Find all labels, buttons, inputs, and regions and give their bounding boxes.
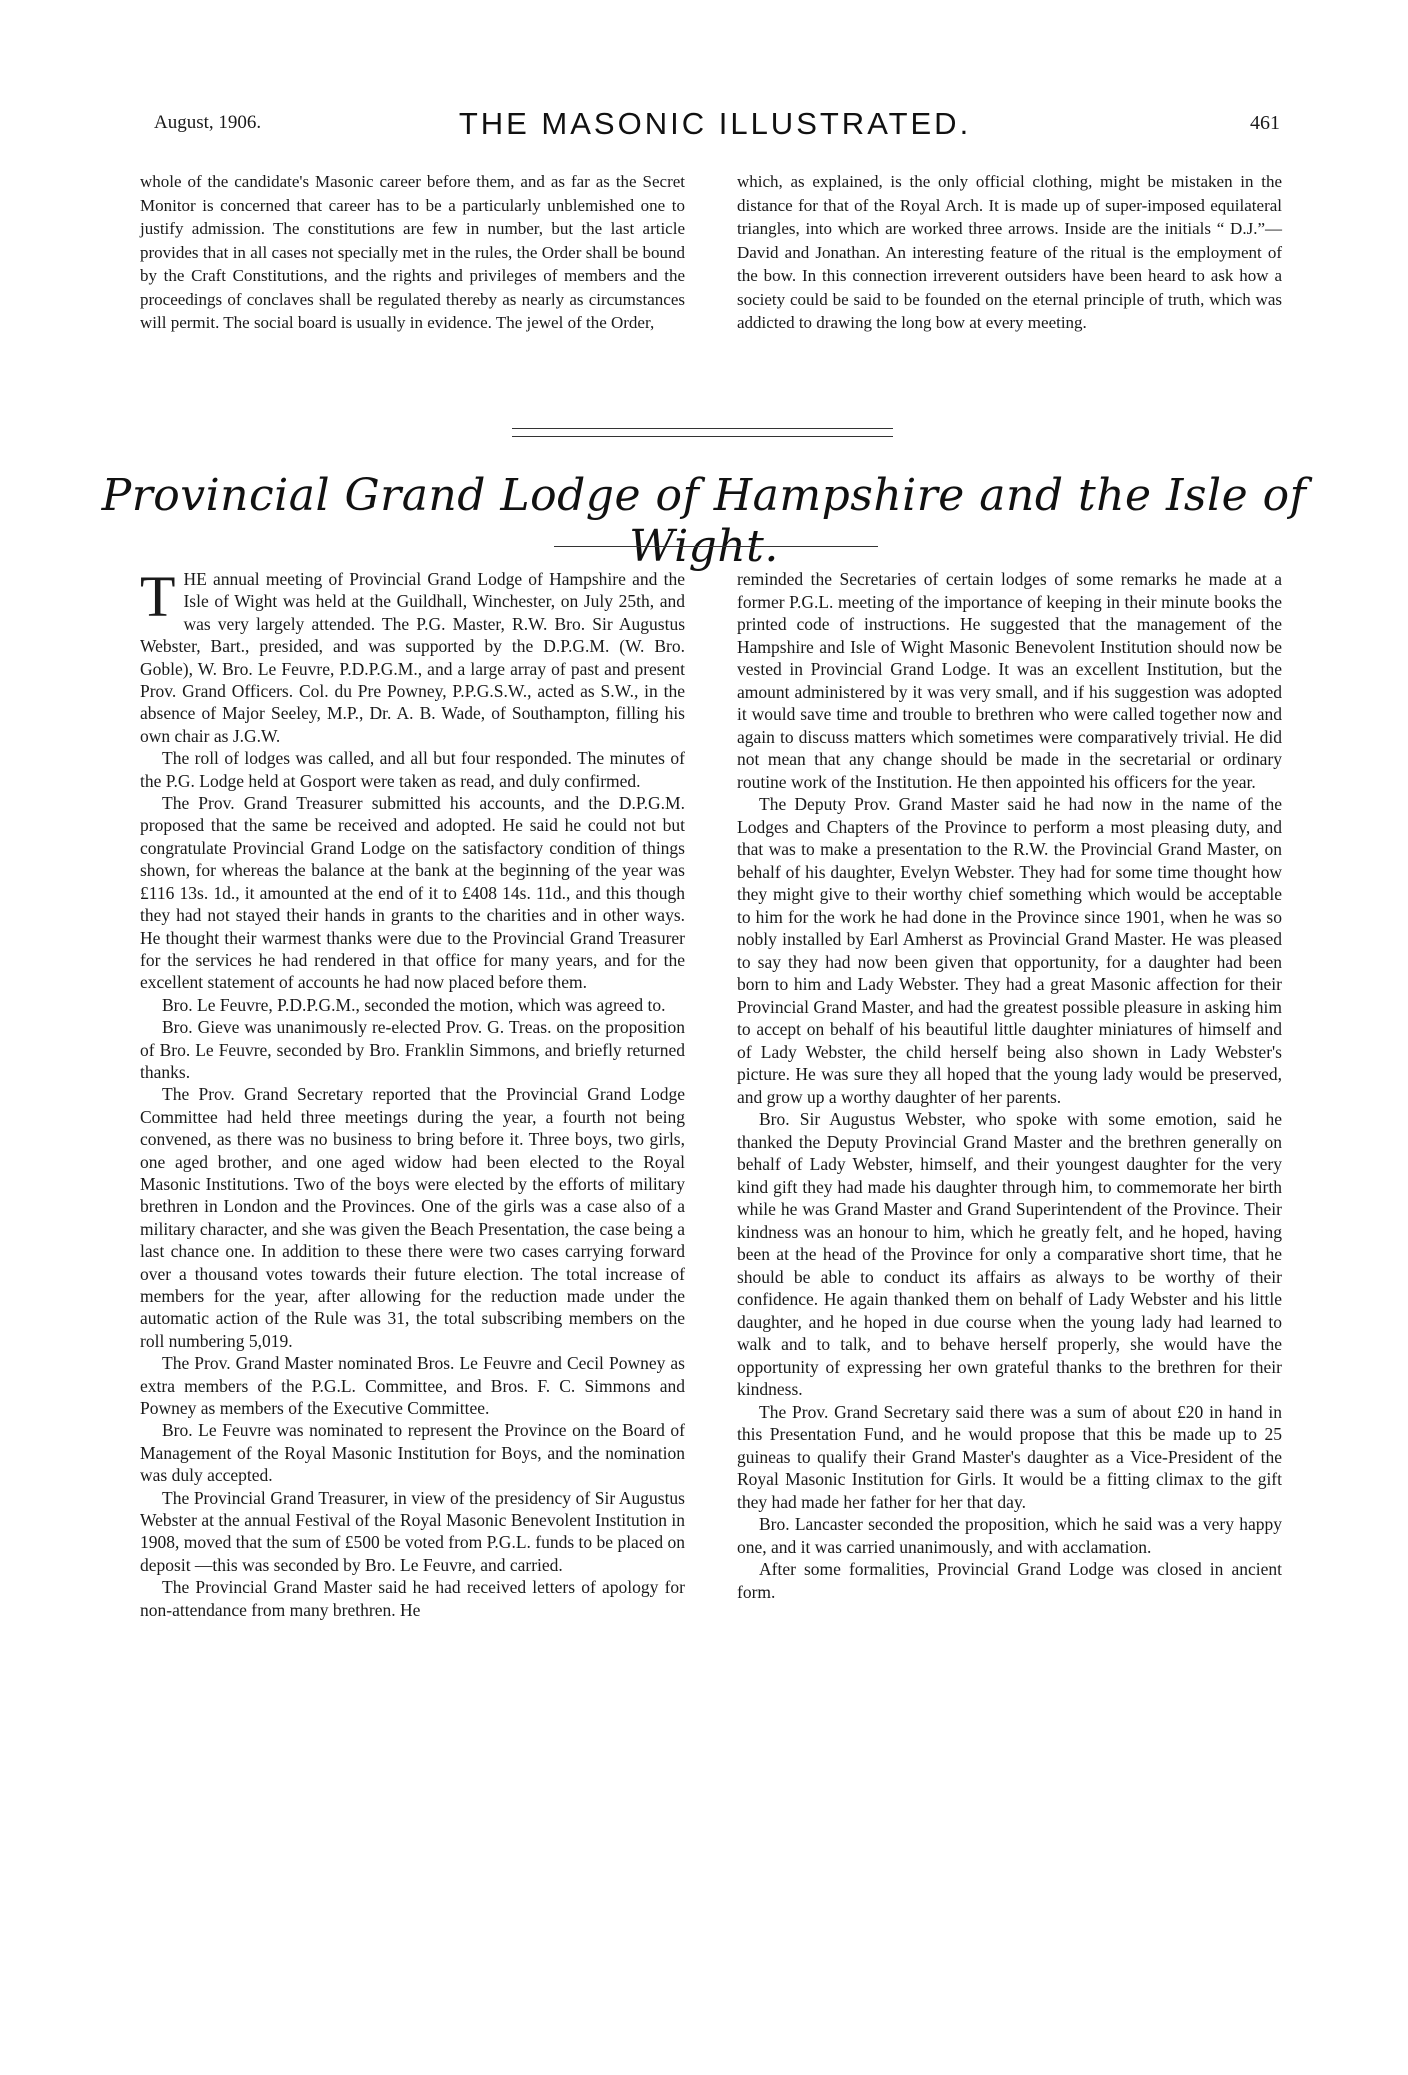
publication-title: THE MASONIC ILLUSTRATED. [458, 106, 972, 141]
article-paragraph: The Provincial Grand Master said he had received letters of apology for non-attendance from many brethren. He [140, 1577, 685, 1620]
continuation-left-text: whole of the candidate's Masonic career before them, and as far as the Secret Monitor is concerned that career has to be a particularly unblemished one to justify admission. The constitutions are few in number, but the last article provides that in all cases not specially met in the rules, the Order shall be bound by the Craft Constitutions, and the rights and privileges of members and the proceedings of conclaves shall be regulated thereby as nearly as circumstances will permit. The social board is usually in evidence. The jewel of the Order, [140, 172, 685, 332]
article-paragraph: The Prov. Grand Secretary said there was a sum of about £20 in hand in this Presentation Fund, and he would propose that this be made up to 25 guineas to qualify their Grand Master's daughter as a Vice-President of the Royal Masonic Institution for Girls. It would be a fitting climax to the gift they had made her father for her that day. [737, 1401, 1282, 1512]
previous-article-continuation [140, 170, 1290, 410]
section-divider-double-rule [512, 428, 893, 437]
article-paragraph: reminded the Secretaries of certain lodges of some remarks he made at a former P.G.L. meeting of the importance of keeping in their minute books the printed code of instructions. He suggested that the management of the Hampshire and Isle of Wight Masonic Benevolent Institution should now be vested in Provincial Grand Lodge. It was an excellent Institution, but the amount administered by it was very small, and if his suggestion was adopted it would save time and trouble to brethren who were called together now and again to discuss matters which sometimes were comparatively trivial. He did not mean that any change should be made in the secretarial or ordinary routine work of the Institution. He then appointed his officers for the year. [737, 569, 1282, 792]
article-paragraph [140, 564, 685, 747]
article-heading: Provincial Grand Lodge of Hampshire and the Isle of Wight. [101, 470, 1307, 572]
article-paragraph: Bro. Le Feuvre, P.D.P.G.M., seconded the motion, which was agreed to. [162, 994, 666, 1015]
article-paragraph: The Deputy Prov. Grand Master said he had now in the name of the Lodges and Chapters of the Province to perform a most pleasing duty, and that was to make a presentation to the R.W. the Provincial Grand Master, on behalf of his daughter, Evelyn Webster. They had for some time thought how they might give to their worthy chief something which would be acceptable to him for the work he had done in the Province since 1901, when he was so nobly installed by Earl Amherst as Provincial Grand Master. He was pleased to say they had now been given that opportunity, for a daughter had been born to him and Lady Webster. They had a great Masonic affection for their Provincial Grand Master, and had the greatest possible pleasure in asking him to accept on behalf of his beautiful little daughter miniatures of himself and of Lady Webster, the child herself being also shown in Lady Webster's picture. He was sure they all hoped that the young lady would be preserved, and grow up a worthy daughter of her parents. [737, 794, 1282, 1107]
article-paragraph: Bro. Lancaster seconded the proposition, which he said was a very happy one, and it was carried unanimously, and with acclamation. [737, 1514, 1282, 1557]
article-paragraph: The Prov. Grand Master nominated Bros. Le Feuvre and Cecil Powney as extra members of the P.G.L. Committee, and Bros. F. C. Simmons and Powney as members of the Executive Committee. [140, 1353, 685, 1419]
article-paragraph: After some formalities, Provincial Grand Lodge was closed in ancient form. [737, 1559, 1282, 1602]
heading-underline-rule [554, 546, 878, 547]
drop-cap: T [140, 564, 176, 629]
continuation-right-text: which, as explained, is the only official clothing, might be mistaken in the distance for that of the Royal Arch. It is made up of super-imposed equilateral triangles, into which are worked three arrows. Inside are the initials “ D.J.”— David and Jonathan. An interesting feature of the ritual is the employment of the bow. In this connection irreverent outsiders have been heard to ask how a society could be said to be founded on the eternal principle of truth, which was addicted to drawing the long bow at every meeting. [737, 172, 1282, 332]
issue-date: August, 1906. [154, 112, 262, 133]
running-head [140, 106, 1290, 146]
article-right-column [737, 568, 1282, 1603]
article-paragraph: The Provincial Grand Treasurer, in view of the presidency of Sir Augustus Webster at the annual Festival of the Royal Masonic Benevolent Institution in 1908, moved that the sum of £500 be voted from P.G.L. funds to be placed on deposit —this was seconded by Bro. Le Feuvre, and carried. [140, 1487, 685, 1575]
article-left-column [140, 564, 685, 1621]
article-paragraph: The Prov. Grand Treasurer submitted his accounts, and the D.P.G.M. proposed that the same be received and adopted. He said he could not but congratulate Provincial Grand Lodge on the satisfactory condition of things shown, for whereas the balance at the bank at the beginning of the year was £116 13s. 1d., it amounted at the end of it to £408 14s. 11d., and this though they had not stayed their hands in grants to the charities and in other ways. He thought their warmest thanks were due to the Provincial Grand Treasurer for the services he had rendered in that office for many years, and for the excellent statement of accounts he had now placed before them. [140, 793, 685, 993]
article-paragraph: The roll of lodges was called, and all but four responded. The minutes of the P.G. Lodge held at Gosport were taken as read, and duly confirmed. [140, 748, 685, 791]
page-number: 461 [1250, 112, 1280, 134]
continuation-left-column [140, 170, 685, 335]
article-paragraph: Bro. Gieve was unanimously re-elected Prov. G. Treas. on the proposition of Bro. Le Feuvre, seconded by Bro. Franklin Simmons, and briefly returned thanks. [140, 1017, 685, 1082]
continuation-right-column [737, 170, 1282, 335]
first-paragraph-text: HE annual meeting of Provincial Grand Lodge of Hampshire and the Isle of Wight was held at the Guildhall, Winchester, on July 25th, and was very largely attended. The P.G. Master, R.W. Bro. Sir Augustus Webster, Bart., presided, and was supported by the D.P.G.M. (W. Bro. Goble), W. Bro. Le Feuvre, P.D.P.G.M., and a large array of past and present Prov. Grand Officers. Col. du Pre Powney, P.P.G.S.W., acted as S.W., in the absence of Major Seeley, M.P., Dr. A. B. Wade, of Southampton, filling his own chair as J.G.W. [140, 569, 685, 746]
article-paragraph: The Prov. Grand Secretary reported that the Provincial Grand Lodge Committee had held three meetings during the year, a fourth not being convened, as there was no business to bring before it. Three boys, two girls, one aged brother, and one aged widow had been elected to the Royal Masonic Institutions. Two of the boys were elected by the efforts of military brethren in London and the Provinces. One of the girls was a case also of a military character, and she was given the Beach Presentation, the case being a last chance one. In addition to these there were two cases carrying forward over a thousand votes towards their future election. The total increase of members for the year, after allowing for the reduction made under the automatic action of the Rule was 31, the total subscribing members on the roll numbering 5,019. [140, 1084, 685, 1351]
article-paragraph: Bro. Sir Augustus Webster, who spoke with some emotion, said he thanked the Deputy Provincial Grand Master and the brethren generally on behalf of Lady Webster, himself, and their youngest daughter for the very kind gift they had made his daughter through him, to commemorate her birth while he was Grand Master and Grand Superintendent of the Province. Their kindness was an honour to him, which he greatly felt, and he hoped, having been at the head of the Province for only a comparative short time, that he should be able to conduct its affairs as always to be worthy of their confidence. He again thanked them on behalf of Lady Webster and his little daughter, and he hoped in due course when the young lady had learned to walk and to talk, and to behave herself properly, she would have the opportunity of expressing her own grateful thanks to the brethren for their kindness. [737, 1109, 1282, 1399]
article-paragraph: Bro. Le Feuvre was nominated to represent the Province on the Board of Management of the Royal Masonic Institution for Boys, and the nomination was duly accepted. [140, 1420, 685, 1486]
